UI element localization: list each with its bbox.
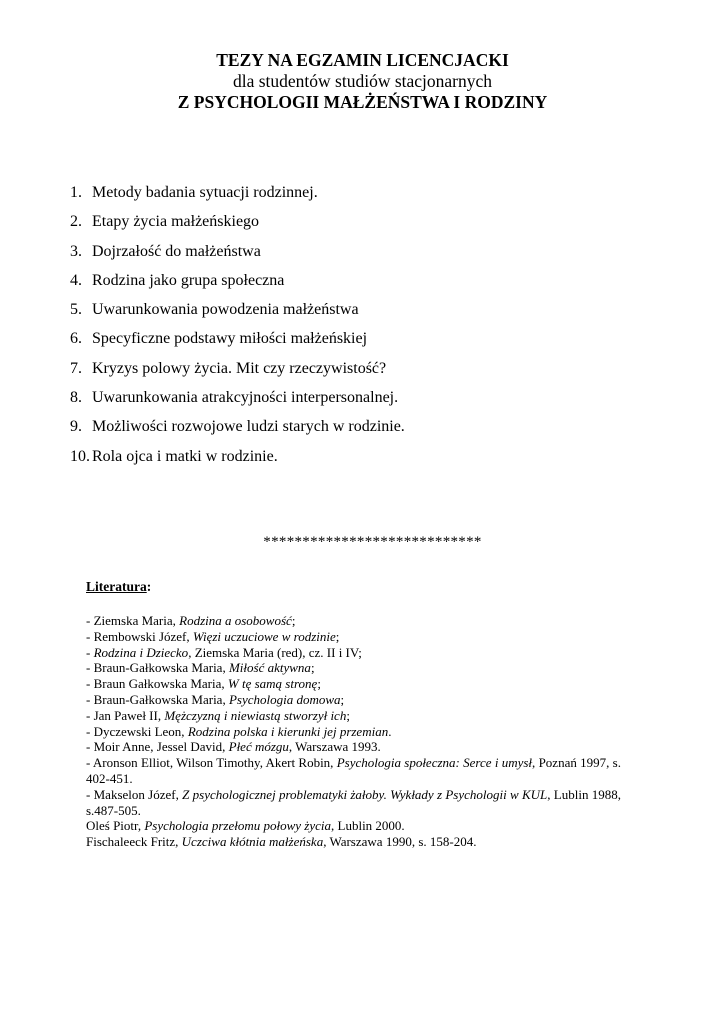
reference-details: ; bbox=[291, 613, 296, 628]
reference-author: - Braun Gałkowska Maria, bbox=[86, 676, 228, 692]
reference-details: , Lublin 2000. bbox=[331, 818, 405, 834]
section-separator: **************************** bbox=[263, 534, 482, 550]
reference-details: ; bbox=[335, 628, 340, 644]
topic-number: 5. bbox=[70, 301, 82, 319]
topic-number: 3. bbox=[70, 242, 82, 260]
reference-title: Rodzina i Dziecko bbox=[93, 644, 189, 660]
reference-author: - Braun-Gałkowska Maria, bbox=[86, 691, 229, 707]
list-item bbox=[70, 387, 670, 416]
list-item bbox=[70, 328, 670, 357]
topic-number: 2. bbox=[70, 213, 82, 231]
topic-text: Możliwości rozwojowe ludzi starych w rodzinie. bbox=[92, 418, 405, 436]
reference-item bbox=[86, 708, 621, 724]
topic-text: Dojrzałość do małżeństwa bbox=[92, 242, 261, 260]
reference-title: Więzi uczuciowe w rodzinie bbox=[192, 628, 336, 644]
reference-details: , Poznań 1997, s. 402-451. bbox=[86, 755, 621, 786]
reference-item bbox=[86, 692, 621, 708]
course-title: Z PSYCHOLOGII MAŁŻEŃSTWA I RODZINY bbox=[177, 92, 548, 112]
reference-author: - Dyczewski Leon, bbox=[86, 723, 188, 739]
topic-text: Kryzys polowy życia. Mit czy rzeczywistość? bbox=[92, 359, 387, 377]
reference-item bbox=[86, 613, 621, 629]
reference-item bbox=[86, 645, 621, 661]
literature-heading-colon: : bbox=[146, 579, 152, 594]
list-item bbox=[70, 416, 670, 445]
reference-details: ; bbox=[317, 676, 321, 692]
topic-text: Rodzina jako grupa społeczna bbox=[92, 271, 285, 289]
reference-item bbox=[86, 724, 621, 740]
reference-item bbox=[86, 739, 621, 755]
list-item bbox=[70, 446, 670, 475]
topic-text: Metody badania sytuacji rodzinnej. bbox=[92, 184, 318, 201]
reference-author: - Aronson Elliot, Wilson Timothy, Akert Robin, bbox=[86, 755, 337, 771]
reference-details: , Lublin 1988, s.487-505. bbox=[86, 786, 621, 818]
reference-title: Rodzina polska i kierunki jej przemian bbox=[187, 723, 389, 739]
reference-title: Rodzina a osobowość bbox=[179, 613, 292, 628]
reference-title: Psychologia społeczna: Serce i umysł bbox=[336, 755, 533, 771]
topic-text: Rola ojca i matki w rodzinie. bbox=[92, 447, 278, 465]
reference-title: W tę samą stronę bbox=[227, 676, 318, 692]
reference-details: , Warszawa 1993. bbox=[288, 739, 381, 755]
reference-author: - Moir Anne, Jessel David, bbox=[86, 739, 229, 755]
topic-text: Uwarunkowania atrakcyjności interpersonalnej. bbox=[92, 389, 399, 407]
reference-item bbox=[86, 755, 621, 787]
topic-number: 10. bbox=[70, 447, 90, 465]
document-header bbox=[0, 50, 725, 113]
reference-item bbox=[86, 660, 621, 676]
list-item bbox=[70, 211, 670, 240]
topic-number: 4. bbox=[70, 271, 82, 289]
reference-author: - Makselon Józef, bbox=[86, 786, 183, 802]
topics-list bbox=[70, 182, 670, 475]
list-item bbox=[70, 270, 670, 299]
topic-text: Etapy życia małżeńskiego bbox=[92, 213, 260, 231]
literature-heading-text: Literatura bbox=[86, 579, 147, 594]
reference-item bbox=[86, 834, 621, 850]
topic-number: 8. bbox=[70, 389, 82, 407]
literature-heading bbox=[86, 578, 621, 596]
list-item bbox=[70, 299, 670, 328]
reference-item bbox=[86, 818, 621, 834]
reference-title: Psychologia przełomu połowy życia bbox=[144, 818, 332, 834]
reference-details: ; bbox=[346, 707, 350, 723]
topic-number: 9. bbox=[70, 418, 82, 436]
reference-author: - Braun-Gałkowska Maria, bbox=[86, 660, 229, 676]
reference-author: Fischaleeck Fritz, bbox=[86, 834, 182, 850]
reference-title: Z psychologicznej problematyki żałoby. Wykłady z Psychologii w KUL bbox=[182, 786, 548, 802]
reference-author: - Jan Paweł II, bbox=[86, 707, 165, 723]
exam-subtitle: dla studentów studiów stacjonarnych bbox=[232, 71, 493, 91]
exam-title: TEZY NA EGZAMIN LICENCJACKI bbox=[216, 50, 509, 70]
list-item bbox=[70, 241, 670, 270]
topic-number: 7. bbox=[70, 359, 82, 377]
literature-list bbox=[86, 613, 621, 850]
literature-section bbox=[86, 578, 621, 850]
topic-text: Specyficzne podstawy miłości małżeńskiej bbox=[92, 330, 368, 348]
reference-details: ; bbox=[340, 691, 345, 707]
reference-author: - Ziemska Maria, bbox=[86, 613, 180, 628]
reference-author: - Rembowski Józef, bbox=[86, 628, 193, 644]
topic-text: Uwarunkowania powodzenia małżeństwa bbox=[92, 301, 359, 319]
reference-title: Płeć mózgu bbox=[228, 739, 289, 755]
reference-details: , Warszawa 1990, s. 158-204. bbox=[323, 834, 477, 850]
reference-details: , Ziemska Maria (red), cz. II i IV; bbox=[188, 644, 362, 660]
reference-author: Oleś Piotr, bbox=[86, 818, 145, 834]
topic-number: 6. bbox=[70, 330, 82, 348]
reference-item bbox=[86, 787, 621, 819]
reference-details: . bbox=[388, 723, 392, 739]
reference-details: ; bbox=[310, 660, 315, 676]
reference-title: Miłość aktywna bbox=[228, 660, 311, 676]
reference-item bbox=[86, 629, 621, 645]
reference-title: Mężczyzną i niewiastą stworzył ich bbox=[164, 707, 347, 723]
reference-title: Uczciwa kłótnia małżeńska bbox=[181, 834, 324, 850]
list-item bbox=[70, 358, 670, 387]
reference-title: Psychologia domowa bbox=[228, 691, 341, 707]
reference-item bbox=[86, 676, 621, 692]
list-item bbox=[70, 182, 670, 211]
reference-author: - bbox=[86, 644, 94, 660]
topic-number: 1. bbox=[70, 184, 82, 201]
